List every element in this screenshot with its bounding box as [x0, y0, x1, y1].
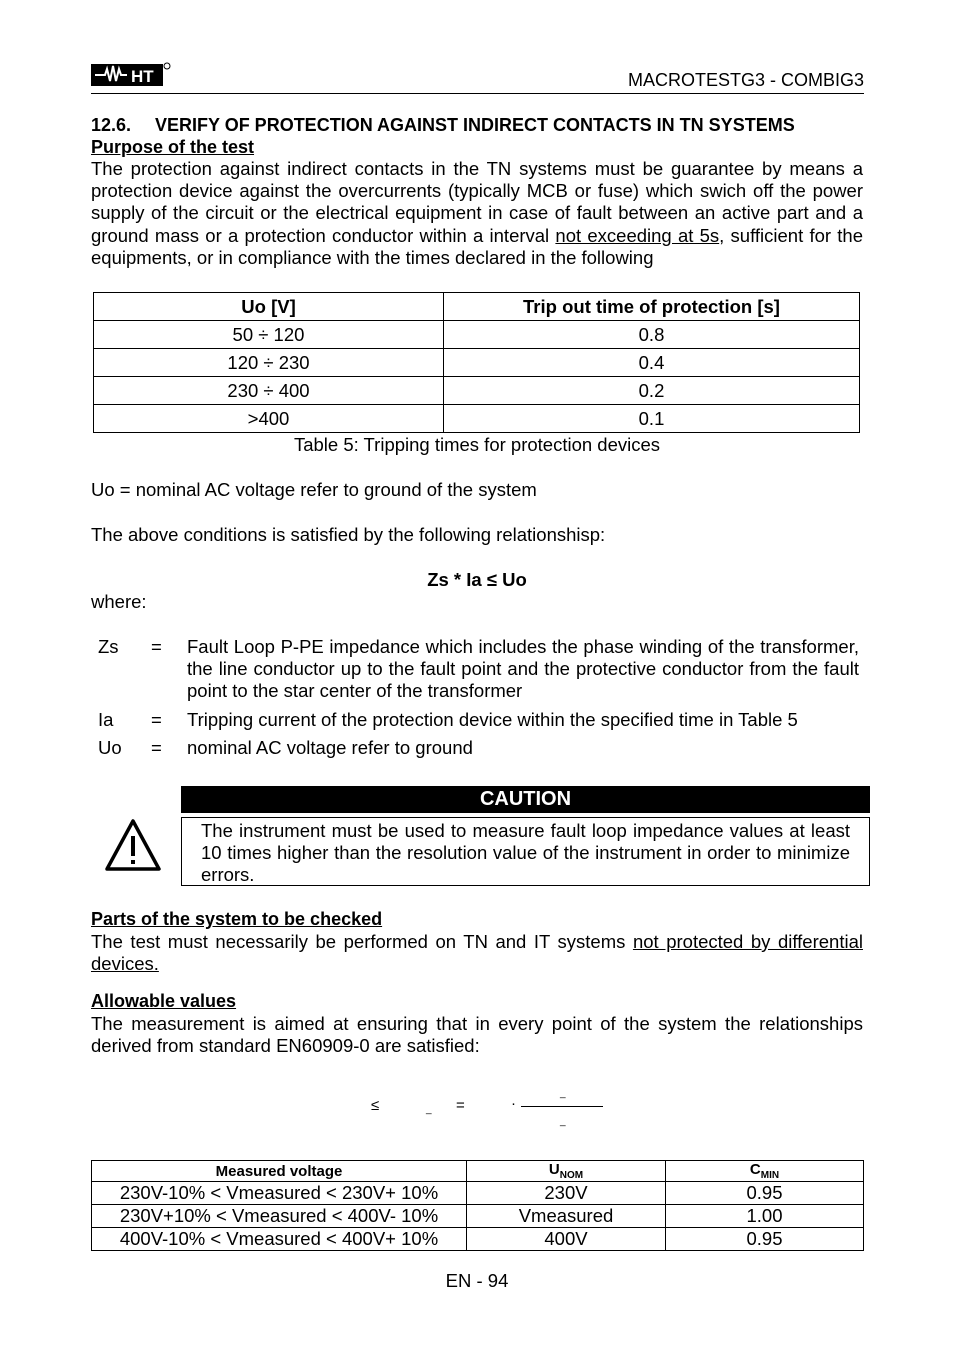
purpose-text-2: , sufficient for the equipments, or in compliance with the times declared in the following — [91, 224, 863, 268]
fraction-bar — [521, 1106, 603, 1107]
definition-equals: = — [151, 636, 162, 657]
allowable-equation — [360, 1088, 620, 1132]
ht-logo — [91, 60, 171, 88]
svg-text:HT: HT — [131, 67, 154, 86]
equation-equals: = — [456, 1097, 465, 1114]
definition-row — [91, 709, 859, 731]
table-cell: 120 ÷ 230 — [94, 349, 444, 377]
purpose-paragraph — [91, 158, 863, 269]
table-cell: 400V — [467, 1228, 666, 1251]
table-caption: Table 5: Tripping times for protection devices — [293, 434, 661, 455]
tripping-times-table — [93, 292, 860, 433]
purpose-heading: Purpose of the test — [91, 137, 255, 157]
table-cell: 0.1 — [444, 405, 860, 433]
header-main: U — [548, 1161, 560, 1178]
parts-heading: Parts of the system to be checked — [91, 909, 383, 929]
parts-text-underlined: not protected by differential devices. — [91, 931, 863, 975]
table-row — [94, 321, 860, 349]
section-title: VERIFY OF PROTECTION AGAINST INDIRECT CONTACTS IN TN SYSTEMS — [155, 115, 795, 135]
table-cell: 0.95 — [666, 1182, 864, 1205]
purpose-text-1: The protection against indirect contacts in the TN systems must be guarantee by means a protection device against the overcurrents (typically MCB or fuse) which swich off the power supply of the circuit or the electrical equipment in case of fault between an active part and a ground mass or a protection conductor within a interval — [91, 158, 863, 246]
table-cell: 0.95 — [666, 1228, 864, 1251]
table-cell: 400V-10% < Vmeasured < 400V+ 10% — [92, 1228, 467, 1251]
table-row — [94, 377, 860, 405]
table-cell: 50 ÷ 120 — [94, 321, 444, 349]
table-header-cell — [666, 1161, 864, 1182]
definition-symbol: Ia — [98, 708, 114, 730]
table-cell: 1.00 — [666, 1205, 864, 1228]
condition-text: The above conditions is satisfied by the following relationshisp: — [91, 524, 606, 545]
table-cell: 0.8 — [444, 321, 860, 349]
definition-text: nominal AC voltage refer to ground — [187, 736, 473, 758]
where-label: where: — [91, 591, 147, 612]
warning-triangle-icon — [104, 818, 162, 872]
header-sub: NOM — [559, 1170, 584, 1181]
table-header-cell — [467, 1161, 666, 1182]
table-header-row — [92, 1161, 864, 1182]
table-header-cell: Trip out time of protection [s] — [444, 293, 860, 321]
table-row — [92, 1205, 864, 1228]
equation-numerator-subscript: _ — [560, 1088, 566, 1099]
definition-equals: = — [151, 736, 162, 758]
definition-text: Fault Loop P-PE impedance which includes the phase winding of the transformer, the line conductor up to the fault point and the protective conductor from the fault point to the star center of the transformer — [187, 636, 859, 702]
table-row — [94, 349, 860, 377]
table-cell: 0.4 — [444, 349, 860, 377]
table-cell: 230 ÷ 400 — [94, 377, 444, 405]
caution-text: The instrument must be used to measure fault loop impedance values at least 10 times higher than the resolution value of the instrument in order to minimize errors. — [201, 820, 850, 886]
parts-text: The test must necessarily be performed on TN and IT systems — [91, 931, 633, 952]
table-cell: >400 — [94, 405, 444, 433]
table-header-row — [94, 293, 860, 321]
table-cell: 230V+10% < Vmeasured < 400V- 10% — [92, 1205, 467, 1228]
table-row — [92, 1228, 864, 1251]
allowable-heading: Allowable values — [91, 991, 237, 1011]
table-header-cell: Uo [V] — [94, 293, 444, 321]
document-title: MACROTESTG3 - COMBIG3 — [627, 70, 864, 90]
table-header-cell: Measured voltage — [92, 1161, 467, 1182]
header-sub: MIN — [760, 1170, 780, 1181]
definition-row — [91, 737, 859, 759]
caution-title: CAUTION — [181, 786, 870, 813]
header-main: C — [749, 1161, 761, 1178]
purpose-text-underlined: not exceeding at 5s — [555, 224, 720, 246]
definition-equals: = — [151, 708, 162, 730]
table-row — [94, 405, 860, 433]
equation-subscript: _ — [426, 1104, 432, 1115]
section-heading — [91, 115, 795, 136]
equation-dot: · — [511, 1095, 516, 1112]
definitions-list — [91, 636, 859, 765]
table-cell: 0.2 — [444, 377, 860, 405]
main-formula: Zs * Ia ≤ Uo — [427, 569, 527, 590]
uo-definition: Uo = nominal AC voltage refer to ground of the system — [91, 479, 537, 500]
definition-symbol: Zs — [98, 636, 119, 657]
table-cell: Vmeasured — [467, 1205, 666, 1228]
equation-le-sign: ≤ — [371, 1097, 380, 1114]
allowable-paragraph: The measurement is aimed at ensuring that in every point of the system the relationships derived from standard EN60909-0 are satisfied: — [91, 1013, 863, 1057]
parts-paragraph — [91, 931, 863, 975]
definition-text: Tripping current of the protection device within the specified time in Table 5 — [187, 708, 798, 730]
equation-denominator-subscript: _ — [560, 1116, 566, 1127]
table-cell: 230V-10% < Vmeasured < 230V+ 10% — [92, 1182, 467, 1205]
table-row — [92, 1182, 864, 1205]
caution-box — [181, 817, 870, 886]
header-divider — [91, 93, 864, 94]
voltage-factor-table — [91, 1160, 864, 1251]
definition-row — [91, 636, 859, 703]
table-cell: 230V — [467, 1182, 666, 1205]
section-number: 12.6. — [91, 115, 132, 135]
definition-symbol: Uo — [98, 736, 122, 758]
page-number: EN - 94 — [445, 1270, 509, 1291]
